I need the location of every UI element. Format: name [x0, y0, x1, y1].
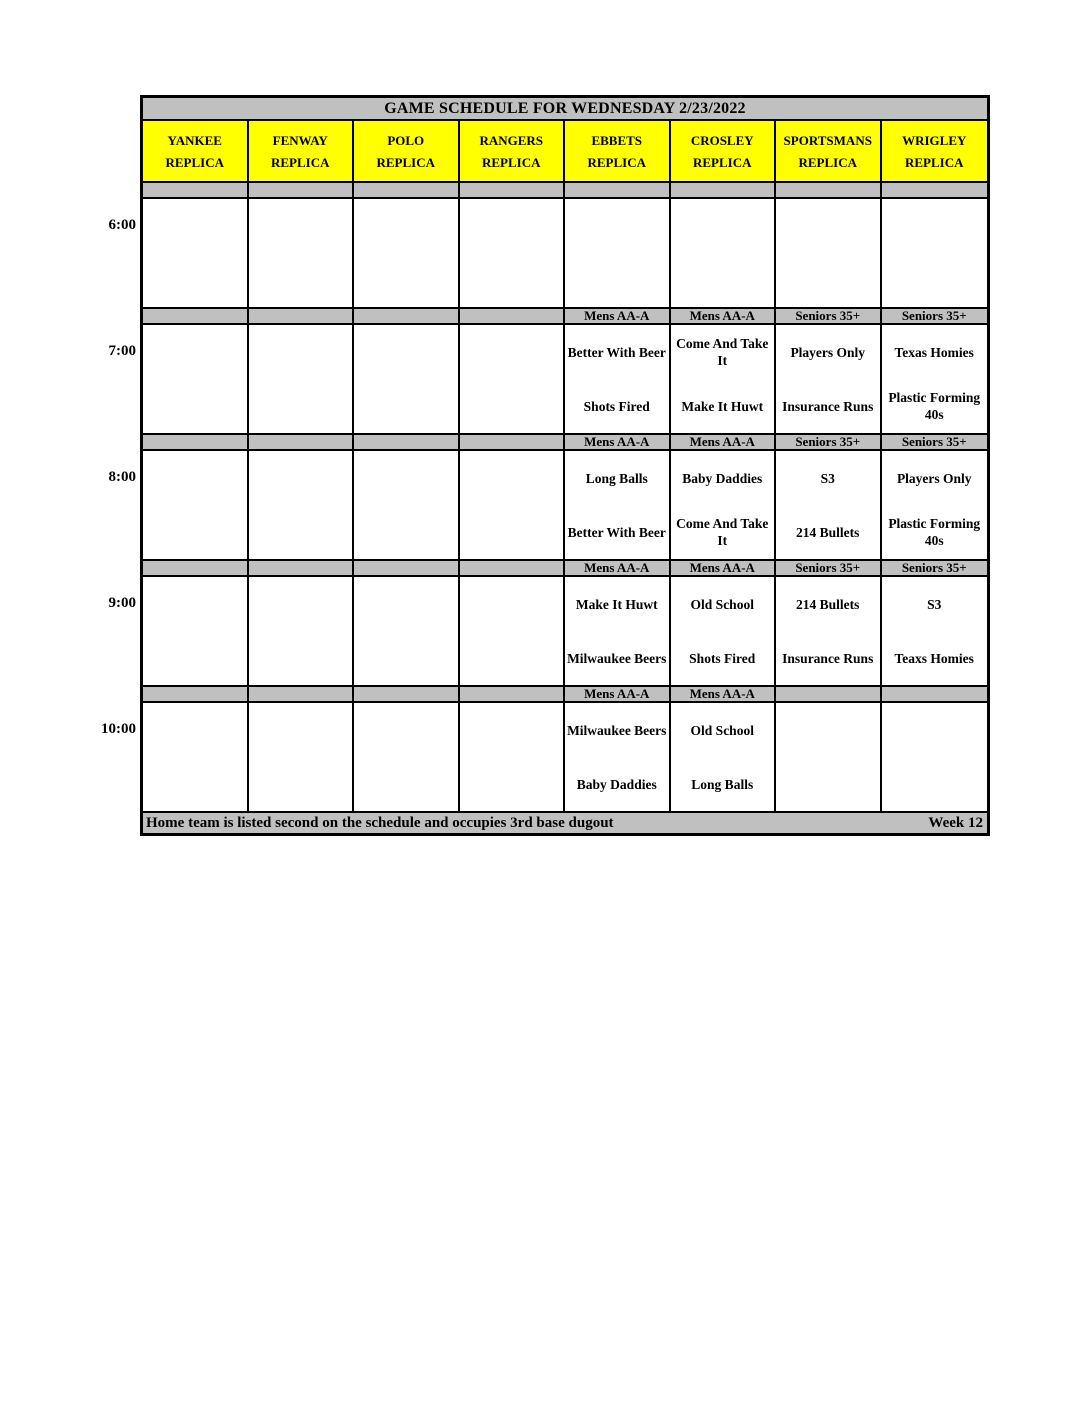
home-team: [460, 379, 564, 433]
game-cell: [565, 325, 671, 433]
category-cell: Seniors 35+: [776, 435, 882, 449]
home-team: [249, 505, 353, 559]
home-team: Plastic Forming 40s: [888, 390, 981, 422]
game-cell: [671, 577, 777, 685]
field-name: WRIGLEY: [902, 132, 967, 148]
game-cell: [882, 199, 988, 307]
away-team: 214 Bullets: [796, 596, 860, 612]
game-cell: [882, 703, 988, 811]
home-team: [354, 757, 458, 811]
category-cell: [565, 183, 671, 197]
game-cell: [671, 325, 777, 433]
game-cell: [671, 199, 777, 307]
home-team: [143, 253, 247, 307]
game-cell: [776, 325, 882, 433]
game-cell: [671, 451, 777, 559]
footer-row: [143, 813, 987, 833]
game-cell: [776, 199, 882, 307]
away-team: S3: [927, 596, 942, 612]
away-team: Old School: [690, 596, 754, 612]
game-cell: [776, 577, 882, 685]
home-team: 214 Bullets: [796, 524, 860, 540]
category-cell: [882, 183, 988, 197]
game-cell: [776, 451, 882, 559]
category-cell: [460, 183, 566, 197]
home-team: [671, 253, 775, 307]
away-team: [249, 325, 353, 379]
away-team: Long Balls: [585, 470, 648, 486]
away-team: Baby Daddies: [682, 470, 763, 486]
home-team: [249, 631, 353, 685]
category-cell: Mens AA-A: [671, 309, 777, 323]
game-cell: [565, 577, 671, 685]
game-row: [108, 577, 987, 687]
field-header-ebbets: [565, 121, 671, 181]
game-cell: [143, 703, 249, 811]
field-subname: REPLICA: [481, 154, 541, 170]
game-row: [108, 199, 987, 309]
category-cell: [143, 687, 249, 701]
field-name: POLO: [387, 132, 425, 148]
game-cell: [249, 703, 355, 811]
home-team: Insurance Runs: [782, 398, 874, 414]
away-team: [354, 577, 458, 631]
field-subname: REPLICA: [270, 154, 330, 170]
away-team: [143, 451, 247, 505]
category-cell: [460, 687, 566, 701]
game-cell: [249, 199, 355, 307]
home-team: [354, 505, 458, 559]
game-cell: [249, 451, 355, 559]
game-cell: [354, 451, 460, 559]
away-team: Old School: [690, 722, 754, 738]
away-team: [460, 451, 564, 505]
category-band-row: [143, 561, 987, 577]
home-team: [565, 253, 669, 307]
time-label: 8:00: [108, 469, 136, 485]
category-cell: Mens AA-A: [565, 561, 671, 575]
game-cell: [354, 703, 460, 811]
category-cell: [354, 561, 460, 575]
field-header-yankee: [143, 121, 249, 181]
category-cell: [143, 309, 249, 323]
home-team: [143, 757, 247, 811]
game-cell: [460, 325, 566, 433]
away-team: Players Only: [896, 470, 972, 486]
home-team: Insurance Runs: [782, 650, 874, 666]
away-team: [354, 703, 458, 757]
home-team: [354, 379, 458, 433]
home-team: [143, 631, 247, 685]
category-cell: Mens AA-A: [671, 435, 777, 449]
home-team: [882, 253, 988, 307]
home-team: [460, 757, 564, 811]
away-team: [249, 703, 353, 757]
home-team: [143, 505, 247, 559]
category-band-row: [143, 309, 987, 325]
away-team: [354, 451, 458, 505]
home-team: [249, 379, 353, 433]
field-header-wrigley: [882, 121, 988, 181]
away-team: [354, 325, 458, 379]
away-team: [143, 325, 247, 379]
field-name: YANKEE: [167, 132, 222, 148]
game-cell: [143, 451, 249, 559]
category-cell: Mens AA-A: [671, 687, 777, 701]
home-team: Teaxs Homies: [894, 650, 974, 666]
away-team: [565, 199, 669, 253]
field-header-row: [143, 121, 987, 183]
home-team: Better With Beer: [567, 524, 666, 540]
home-team: [460, 253, 564, 307]
home-team: [460, 505, 564, 559]
away-team: Come And Take It: [676, 336, 769, 368]
game-cell: [460, 577, 566, 685]
home-team: [143, 379, 247, 433]
home-team: Plastic Forming 40s: [888, 516, 981, 548]
category-band-row: [143, 687, 987, 703]
footer-note: Home team is listed second on the schedule and occupies 3rd base dugout: [146, 815, 614, 831]
category-cell: Seniors 35+: [776, 561, 882, 575]
category-cell: [249, 309, 355, 323]
category-cell: Seniors 35+: [882, 561, 988, 575]
away-team: Texas Homies: [894, 344, 974, 360]
home-team: [776, 757, 880, 811]
category-cell: Seniors 35+: [882, 309, 988, 323]
category-cell: [354, 183, 460, 197]
away-team: [460, 703, 564, 757]
field-name: SPORTSMANS: [783, 132, 872, 148]
game-cell: [882, 577, 988, 685]
field-header-fenway: [249, 121, 355, 181]
time-label: 7:00: [108, 343, 136, 359]
field-subname: REPLICA: [376, 154, 435, 170]
field-subname: REPLICA: [587, 154, 646, 170]
game-cell: [460, 199, 566, 307]
away-team: [776, 199, 880, 253]
away-team: [143, 577, 247, 631]
category-cell: [354, 435, 460, 449]
time-label: 9:00: [108, 595, 136, 611]
away-team: [776, 703, 880, 757]
home-team: [354, 631, 458, 685]
game-cell: [143, 577, 249, 685]
home-team: [776, 253, 880, 307]
category-cell: [143, 183, 249, 197]
field-subname: REPLICA: [165, 154, 224, 170]
away-team: [354, 199, 458, 253]
home-team: Baby Daddies: [576, 776, 657, 792]
field-name: RANGERS: [479, 132, 544, 148]
away-team: [460, 325, 564, 379]
away-team: [249, 199, 353, 253]
home-team: Milwaukee Beers: [567, 650, 667, 666]
field-subname: REPLICA: [692, 154, 752, 170]
field-header-rangers: [460, 121, 566, 181]
home-team: Shots Fired: [689, 650, 756, 666]
category-cell: [776, 183, 882, 197]
category-cell: Seniors 35+: [776, 309, 882, 323]
time-label: 6:00: [108, 217, 136, 233]
category-cell: [671, 183, 777, 197]
schedule-title: GAME SCHEDULE FOR WEDNESDAY 2/23/2022: [143, 98, 987, 121]
game-row: [108, 451, 987, 561]
game-cell: [460, 703, 566, 811]
category-cell: [143, 435, 249, 449]
schedule-table: [101, 95, 990, 836]
away-team: Better With Beer: [567, 344, 666, 360]
game-cell: [249, 325, 355, 433]
field-subname: REPLICA: [904, 154, 964, 170]
home-team: Shots Fired: [583, 398, 650, 414]
game-cell: [565, 451, 671, 559]
away-team: Players Only: [790, 344, 866, 360]
category-cell: [249, 435, 355, 449]
category-cell: [249, 183, 355, 197]
home-team: [354, 253, 458, 307]
game-cell: [882, 451, 988, 559]
category-cell: Mens AA-A: [671, 561, 777, 575]
game-cell: [671, 703, 777, 811]
away-team: [882, 703, 988, 757]
field-name: CROSLEY: [690, 132, 754, 148]
game-cell: [143, 199, 249, 307]
game-cell: [354, 325, 460, 433]
away-team: [249, 577, 353, 631]
home-team: [249, 757, 353, 811]
game-cell: [776, 703, 882, 811]
home-team: [249, 253, 353, 307]
category-cell: [354, 309, 460, 323]
home-team: [882, 757, 988, 811]
category-band-row: [143, 435, 987, 451]
away-team: [143, 703, 247, 757]
game-row: [108, 325, 987, 435]
week-label: Week 12: [928, 815, 983, 831]
category-cell: [776, 687, 882, 701]
game-cell: [565, 199, 671, 307]
home-team: [460, 631, 564, 685]
field-header-sportsmans: [776, 121, 882, 181]
home-team: Long Balls: [691, 776, 754, 792]
away-team: Milwaukee Beers: [567, 722, 667, 738]
home-team: Come And Take It: [676, 516, 769, 548]
category-cell: Mens AA-A: [565, 435, 671, 449]
category-cell: [882, 687, 988, 701]
game-cell: [882, 325, 988, 433]
game-row: [101, 703, 987, 813]
away-team: [249, 451, 353, 505]
field-header-polo: [354, 121, 460, 181]
field-header-crosley: [671, 121, 777, 181]
game-cell: [354, 199, 460, 307]
game-cell: [354, 577, 460, 685]
field-name: FENWAY: [272, 132, 328, 148]
category-cell: [143, 561, 249, 575]
category-cell: Mens AA-A: [565, 309, 671, 323]
game-cell: [249, 577, 355, 685]
game-cell: [565, 703, 671, 811]
away-team: Make It Huwt: [575, 596, 658, 612]
category-cell: [460, 561, 566, 575]
category-cell: [249, 687, 355, 701]
away-team: [460, 199, 564, 253]
field-subname: REPLICA: [798, 154, 857, 170]
field-name: EBBETS: [591, 132, 643, 148]
game-cell: [460, 451, 566, 559]
away-team: [671, 199, 775, 253]
category-cell: [249, 561, 355, 575]
away-team: [460, 577, 564, 631]
category-cell: Seniors 35+: [882, 435, 988, 449]
category-cell: [460, 309, 566, 323]
schedule-body: [101, 183, 987, 813]
away-team: S3: [820, 470, 835, 486]
category-band-row: [143, 183, 987, 199]
time-label: 10:00: [101, 721, 136, 737]
away-team: [882, 199, 988, 253]
category-cell: [354, 687, 460, 701]
category-cell: [460, 435, 566, 449]
game-cell: [143, 325, 249, 433]
category-cell: Mens AA-A: [565, 687, 671, 701]
away-team: [143, 199, 247, 253]
home-team: Make It Huwt: [681, 398, 764, 414]
